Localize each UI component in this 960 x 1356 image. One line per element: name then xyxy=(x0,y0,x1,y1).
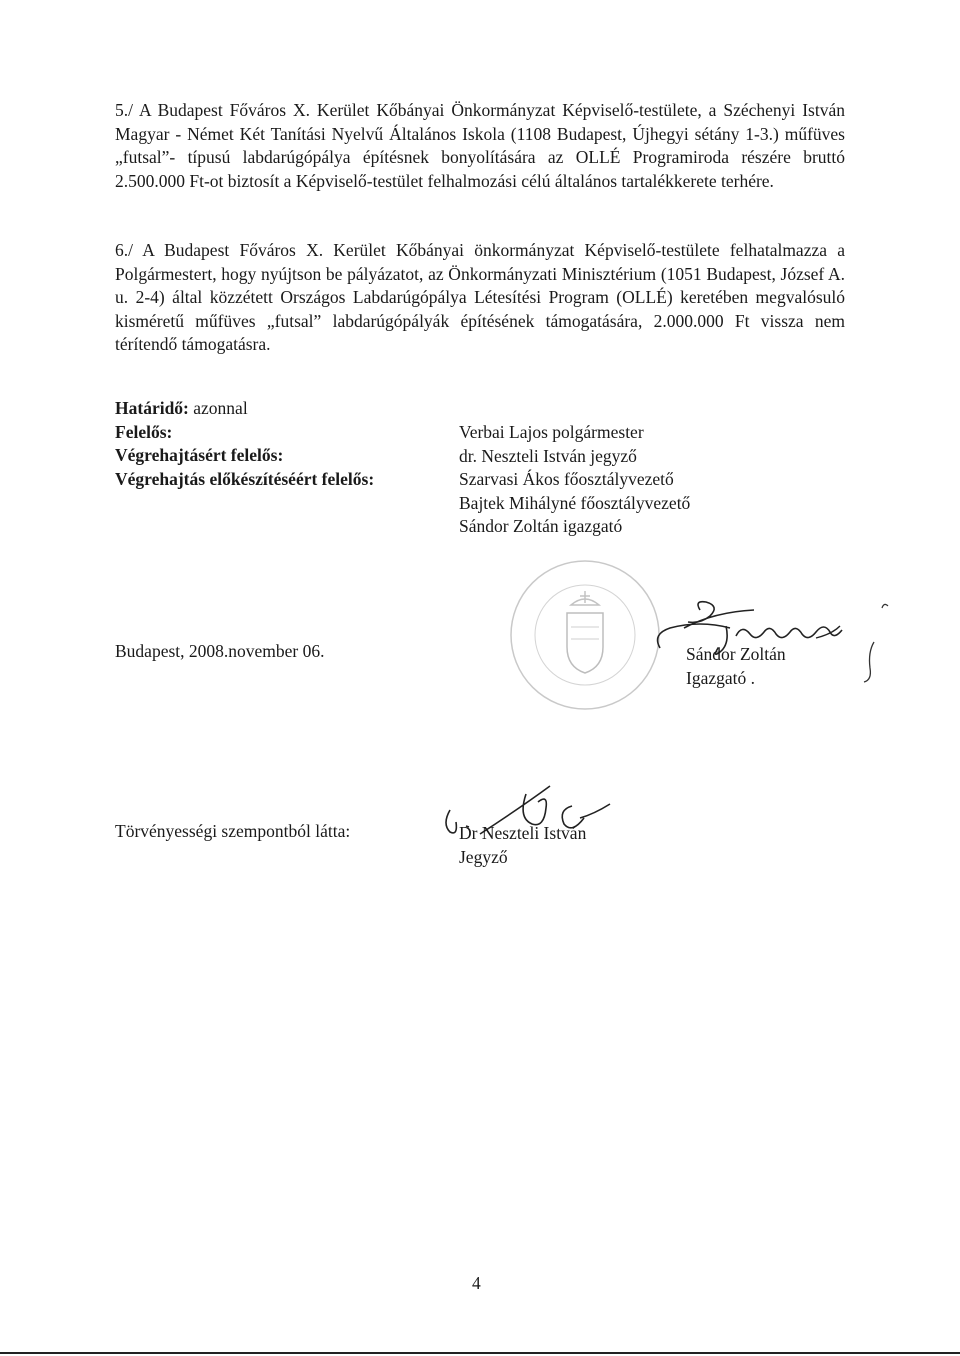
bottom-border xyxy=(0,1352,960,1354)
deadline-row xyxy=(115,397,374,421)
paragraph-6: 6./ A Budapest Főváros X. Kerület Kőbányai önkormányzat Képviselő-testülete felhatalmazza a Polgármestert, hogy nyújtson be pályázatot, az Önkormányzati Minisztérium (1051 Budapest, József A. u. 2-4) által közzétett Országos Labdarúgópálya Létesítési Program (OLLÉ) keretében megvalósuló kisméretű műfüves „futsal” labdarúgópályák építésének támogatására, 2.000.000 Ft vissza nem térítendő támogatásra. xyxy=(115,240,845,354)
page-number: 4 xyxy=(472,1273,481,1293)
deadline-label: Határidő: xyxy=(115,398,189,418)
responsible-person: Bajtek Mihályné főosztályvezető xyxy=(459,492,691,513)
responsibility-values xyxy=(459,421,690,539)
reviewer-title: Jegyző xyxy=(459,847,508,867)
place-date: Budapest, 2008.november 06. xyxy=(115,641,325,661)
reviewer-name: Dr Neszteli István xyxy=(459,823,587,843)
preparation-label: Végrehajtás előkészítéséért felelős: xyxy=(115,468,375,489)
responsible-person: Sándor Zoltán igazgató xyxy=(459,516,623,536)
responsibility-labels xyxy=(115,397,374,491)
responsible-person: Verbai Lajos polgármester xyxy=(459,422,644,442)
execution-label: Végrehajtásért felelős: xyxy=(115,445,284,465)
responsible-label: Felelős: xyxy=(115,421,173,442)
legal-review-label: Törvényességi szempontból látta: xyxy=(115,821,351,841)
deadline-value: azonnal xyxy=(193,398,248,418)
responsible-person: Szarvasi Ákos főosztályvezető xyxy=(459,469,674,489)
signer-name: Sándor Zoltán xyxy=(686,644,786,664)
responsible-person: dr. Neszteli István jegyző xyxy=(459,445,637,466)
legal-review-signature-block xyxy=(459,821,586,869)
director-signature-block xyxy=(686,642,786,690)
paragraph-5: 5./ A Budapest Főváros X. Kerület Kőbányai Önkormányzat Képviselő-testülete, a Széchenyi István Magyar - Német Két Tanítási Nyelvű Általános Iskola (1108 Budapest, Újhegyi sétány 1-3.) műfüves „futsal”- típusú labdarúgópálya építésnek bonyolítására az OLLÉ Programiroda részére bruttó 2.500.000 Ft-ot biztosít a Képviselő-testület felhalmozási célú általános tartalékkerete terhére. xyxy=(115,100,845,191)
signer-title: Igazgató . xyxy=(686,668,755,688)
